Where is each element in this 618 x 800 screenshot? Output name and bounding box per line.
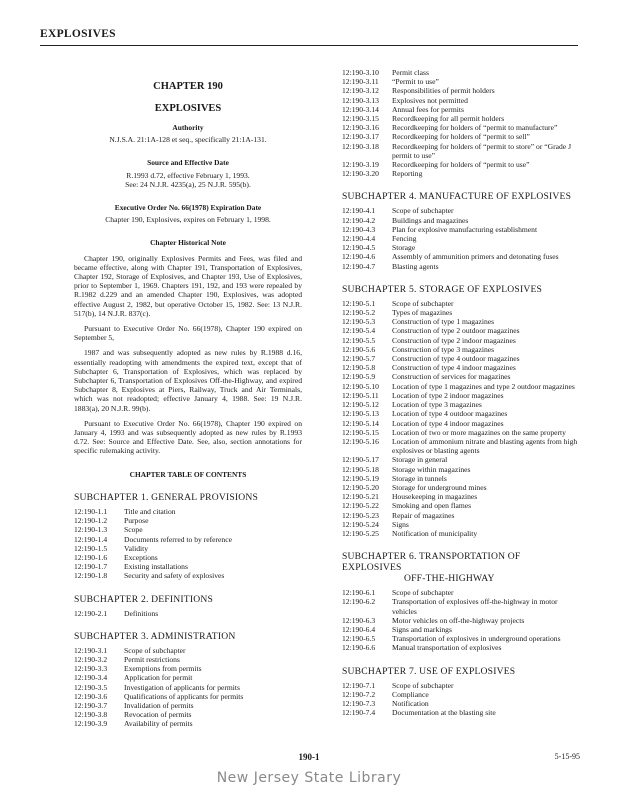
toc-row xyxy=(342,86,582,95)
toc-row xyxy=(74,516,302,525)
section-title: Scope xyxy=(124,525,143,535)
section-number: 12:190-5.7 xyxy=(342,354,376,364)
section-number: 12:190-3.19 xyxy=(342,160,379,170)
section-title: Documentation at the blasting site xyxy=(392,708,496,718)
section-title: Repair of magazines xyxy=(392,510,455,520)
section-title: Exemptions from permits xyxy=(124,664,202,674)
subchapter-title: SUBCHAPTER 4. MANUFACTURE OF EXPLOSIVES xyxy=(342,191,572,203)
toc-row xyxy=(342,616,582,625)
section-title: Scope of subchapter xyxy=(124,645,186,655)
toc-row xyxy=(342,419,582,428)
section-title: Transportation of explosives in underground operations xyxy=(392,634,561,644)
section-title: Storage xyxy=(392,243,416,253)
section-number: 12:190-5.11 xyxy=(342,390,379,400)
section-title: Recordkeeping for all permit holders xyxy=(392,114,505,124)
authority-text: N.J.S.A. 21:1A-128 et seq., specifically 21:1A-131. xyxy=(109,135,267,145)
toc-row xyxy=(342,409,582,418)
section-number: 12:190-5.14 xyxy=(342,418,379,428)
toc-row xyxy=(74,655,302,664)
toc-row xyxy=(74,609,302,618)
toc-row xyxy=(342,391,582,400)
toc-list xyxy=(74,507,302,581)
subchapter-title: SUBCHAPTER 5. STORAGE OF EXPLOSIVES xyxy=(342,283,543,295)
toc-list xyxy=(74,609,302,618)
chapter-number: CHAPTER 190 xyxy=(153,81,223,92)
history-paragraph-2: Pursuant to Executive Order No. 66(1978), Chapter 190 expired on September 5, xyxy=(74,324,302,343)
section-number: 12:190-5.2 xyxy=(342,308,376,318)
page-number: 190-1 xyxy=(298,752,320,762)
section-number: 12:190-6.2 xyxy=(342,597,376,607)
toc-row xyxy=(342,132,582,141)
source-line-1: R.1993 d.72, effective February 1, 1993. xyxy=(126,170,250,180)
toc-row xyxy=(342,345,582,354)
toc-row xyxy=(74,683,302,692)
section-title: Location of type 1 magazines and type 2 outdoor magazines xyxy=(392,381,575,391)
history-paragraph-1: Chapter 190, originally Explosives Permits and Fees, was filed and became effective, along with Chapter 191, Transportation of Explosives, Chapter 192, Storage of Explosives, and Chapter 193, Use of Explosives, prior to September 1, 1969. Chapters 191, 192, and 193 were repealed by R.1982 d.229 and an amended Chapter 190, Explosives, was adopted effective August 2, 1982, but operative October 15, 1982. See: 13 N.J.R. 517(b), 14 N.J.R. 837(c). xyxy=(74,253,302,318)
toc-list xyxy=(342,68,582,178)
toc-row xyxy=(342,643,582,652)
toc-row xyxy=(342,225,582,234)
subchapter-title: SUBCHAPTER 3. ADMINISTRATION xyxy=(74,630,236,642)
subchapter-heading xyxy=(342,666,582,677)
source-heading: Source and Effective Date xyxy=(147,158,229,168)
section-number: 12:190-1.2 xyxy=(74,516,108,526)
section-title: Annual fees for permits xyxy=(392,104,464,114)
section-number: 12:190-7.1 xyxy=(342,680,376,690)
section-title: Assembly of ammunition primers and detonating fuses xyxy=(392,252,559,262)
section-title: Explosives not permitted xyxy=(392,95,468,105)
section-number: 12:190-3.13 xyxy=(342,95,379,105)
section-title: Recordkeeping for holders of “permit to manufacture” xyxy=(392,123,558,133)
toc-row xyxy=(342,625,582,634)
section-number: 12:190-3.10 xyxy=(342,68,379,77)
section-title: Scope of subchapter xyxy=(392,206,454,216)
subchapter-title: SUBCHAPTER 2. DEFINITIONS xyxy=(74,593,214,605)
section-title: “Permit to use” xyxy=(392,77,439,87)
toc-row xyxy=(342,437,582,455)
section-title: Signs and markings xyxy=(392,624,452,634)
toc-row xyxy=(342,96,582,105)
toc-row xyxy=(342,474,582,483)
toc-row xyxy=(74,701,302,710)
section-number: 12:190-3.8 xyxy=(74,710,108,720)
section-title: Storage for underground mines xyxy=(392,482,487,492)
section-number: 12:190-3.17 xyxy=(342,132,379,142)
section-title: Smoking and open flames xyxy=(392,501,472,511)
toc-heading: CHAPTER TABLE OF CONTENTS xyxy=(129,469,247,479)
section-title: Validity xyxy=(124,543,149,553)
section-title: Investigation of applicants for permits xyxy=(124,682,240,692)
toc-row xyxy=(342,262,582,271)
toc-row xyxy=(342,160,582,169)
section-number: 12:190-2.1 xyxy=(74,608,108,618)
section-number: 12:190-1.6 xyxy=(74,552,108,562)
section-number: 12:190-5.3 xyxy=(342,317,376,327)
history-paragraph-4: Pursuant to Executive Order No. 66(1978), Chapter 190 expired on January 4, 1993 and was subsequently adopted as new rules by R.1993 d.72. See: Source and Effective Date. See, also, section annotations for specific rulemaking activity. xyxy=(74,418,302,456)
section-number: 12:190-5.5 xyxy=(342,335,376,345)
toc-row xyxy=(342,483,582,492)
section-number: 12:190-5.13 xyxy=(342,409,379,419)
subchapter-title: SUBCHAPTER 6. TRANSPORTATION OF EXPLOSIVES xyxy=(342,551,521,574)
section-title: Location of two or more magazines on the same property xyxy=(392,427,566,437)
section-number: 12:190-4.1 xyxy=(342,206,376,216)
section-title: Types of magazines xyxy=(392,308,453,318)
toc-row xyxy=(342,529,582,538)
section-number: 12:190-3.12 xyxy=(342,86,379,96)
section-number: 12:190-6.3 xyxy=(342,615,376,625)
toc-row xyxy=(342,123,582,132)
section-title: Construction of type 3 magazines xyxy=(392,344,495,354)
section-title: Title and citation xyxy=(124,506,176,516)
section-title: Construction of type 2 outdoor magazines xyxy=(392,326,520,336)
subchapter-heading xyxy=(74,594,302,605)
toc-row xyxy=(74,562,302,571)
toc-list xyxy=(342,206,582,270)
revision-date: 5-15-95 xyxy=(554,752,580,761)
toc-row xyxy=(342,68,582,77)
toc-row xyxy=(342,216,582,225)
section-number: 12:190-3.3 xyxy=(74,664,108,674)
section-title: Location of type 4 outdoor magazines xyxy=(392,409,508,419)
section-number: 12:190-5.10 xyxy=(342,381,379,391)
section-number: 12:190-5.23 xyxy=(342,510,379,520)
subchapter-heading xyxy=(74,492,302,503)
section-number: 12:190-4.3 xyxy=(342,224,376,234)
section-number: 12:190-3.7 xyxy=(74,700,108,710)
section-title: Qualifications of applicants for permits xyxy=(124,691,244,701)
toc-row xyxy=(74,553,302,562)
toc-row xyxy=(342,142,582,160)
toc-row xyxy=(342,317,582,326)
section-number: 12:190-3.4 xyxy=(74,673,108,683)
section-title: Location of type 4 indoor magazines xyxy=(392,418,504,428)
section-title: Construction of type 1 magazines xyxy=(392,317,495,327)
section-title: Scope of subchapter xyxy=(392,298,454,308)
toc-row xyxy=(342,492,582,501)
section-title: Responsibilities of permit holders xyxy=(392,86,495,96)
toc-row xyxy=(342,234,582,243)
running-head: EXPLOSIVES xyxy=(40,28,116,40)
section-number: 12:190-4.6 xyxy=(342,252,376,262)
toc-list xyxy=(342,681,582,718)
toc-row xyxy=(74,571,302,580)
toc-row xyxy=(342,465,582,474)
toc-row xyxy=(74,710,302,719)
section-number: 12:190-5.8 xyxy=(342,363,376,373)
section-number: 12:190-3.14 xyxy=(342,104,379,114)
toc-row xyxy=(342,511,582,520)
subchapter-title-continued: OFF-THE-HIGHWAY xyxy=(404,573,495,585)
section-title: Motor vehicles on off-the-highway projects xyxy=(392,615,525,625)
subchapter-heading xyxy=(342,551,582,584)
library-watermark: New Jersey State Library xyxy=(216,770,402,786)
history-paragraph-3: 1987 and was subsequently adopted as new rules by R.1988 d.16, essentially readopting with amendments the expired text, except that of Subchapter 6, Transportation of Explosives, which was replaced by Subchapter 6, Transportation of Explosives Off-the-Highway, and expired Subchapter 8, Explosives at Piers, Railway, Truck and Air Terminals, which was not readopted; effective January 4, 1988. See: 19 N.J.R. 1883(a), 20 N.J.R. 99(b). xyxy=(74,348,302,413)
section-number: 12:190-6.5 xyxy=(342,634,376,644)
section-title: Transportation of explosives off-the-highway in motor vehicles xyxy=(392,597,558,616)
toc-list xyxy=(342,588,582,652)
toc-row xyxy=(342,681,582,690)
section-number: 12:190-4.4 xyxy=(342,234,376,244)
toc-row xyxy=(342,428,582,437)
section-number: 12:190-3.15 xyxy=(342,114,379,124)
section-number: 12:190-4.7 xyxy=(342,261,376,271)
section-number: 12:190-5.18 xyxy=(342,464,379,474)
section-number: 12:190-4.2 xyxy=(342,215,376,225)
chapter-title: EXPLOSIVES xyxy=(154,103,222,114)
authority-heading: Authority xyxy=(172,123,204,132)
section-number: 12:190-1.7 xyxy=(74,562,108,572)
section-number: 12:190-4.5 xyxy=(342,243,376,253)
section-number: 12:190-5.6 xyxy=(342,344,376,354)
section-number: 12:190-5.20 xyxy=(342,482,379,492)
section-title: Recordkeeping for holders of “permit to store” or “Grade J permit to use” xyxy=(392,141,572,160)
section-title: Signs xyxy=(392,519,409,529)
subchapter-heading xyxy=(342,191,582,202)
toc-row xyxy=(342,363,582,372)
toc-row xyxy=(342,336,582,345)
toc-row xyxy=(342,308,582,317)
section-number: 12:190-5.19 xyxy=(342,473,379,483)
section-number: 12:190-5.15 xyxy=(342,427,379,437)
toc-row xyxy=(342,169,582,178)
toc-row xyxy=(342,690,582,699)
section-number: 12:190-7.2 xyxy=(342,689,376,699)
section-number: 12:190-7.3 xyxy=(342,698,376,708)
header-rule xyxy=(40,45,578,46)
section-number: 12:190-3.9 xyxy=(74,719,108,729)
section-title: Definitions xyxy=(124,608,159,618)
section-title: Availability of permits xyxy=(124,719,193,729)
toc-row xyxy=(342,372,582,381)
section-title: Permit class xyxy=(392,68,429,77)
section-number: 12:190-3.20 xyxy=(342,169,379,179)
toc-row xyxy=(342,400,582,409)
section-number: 12:190-5.25 xyxy=(342,528,379,538)
section-number: 12:190-5.17 xyxy=(342,455,379,465)
section-title: Recordkeeping for holders of “permit to sell” xyxy=(392,132,530,142)
section-title: Manual transportation of explosives xyxy=(392,643,502,653)
section-title: Purpose xyxy=(124,516,149,526)
source-line-2: See: 24 N.J.R. 4235(a), 25 N.J.R. 595(b). xyxy=(125,179,251,189)
section-number: 12:190-3.6 xyxy=(74,691,108,701)
section-number: 12:190-5.1 xyxy=(342,298,376,308)
section-title: Permit restrictions xyxy=(124,654,180,664)
toc-list xyxy=(342,299,582,538)
section-number: 12:190-1.5 xyxy=(74,543,108,553)
section-number: 12:190-1.4 xyxy=(74,534,108,544)
subchapter-title: SUBCHAPTER 7. USE OF EXPLOSIVES xyxy=(342,665,516,677)
section-number: 12:190-5.24 xyxy=(342,519,379,529)
section-title: Storage in general xyxy=(392,455,448,465)
toc-left xyxy=(74,492,302,729)
section-number: 12:190-1.1 xyxy=(74,506,108,516)
section-title: Reporting xyxy=(392,169,423,179)
section-title: Storage in tunnels xyxy=(392,473,447,483)
section-number: 12:190-3.2 xyxy=(74,654,108,664)
section-number: 12:190-5.22 xyxy=(342,501,379,511)
expiration-heading: Executive Order No. 66(1978) Expiration Date xyxy=(114,203,262,213)
section-number: 12:190-1.8 xyxy=(74,571,108,581)
section-title: Exceptions xyxy=(124,552,158,562)
section-title: Location of ammonium nitrate and blasting agents from high explosives or blasting agents xyxy=(392,436,578,456)
left-column xyxy=(74,68,302,729)
toc-row xyxy=(342,354,582,363)
toc-row xyxy=(342,597,582,615)
toc-row xyxy=(74,719,302,728)
toc-row xyxy=(342,520,582,529)
toc-row xyxy=(342,634,582,643)
toc-row xyxy=(342,299,582,308)
right-column xyxy=(342,68,582,717)
section-title: Storage within magazines xyxy=(392,464,471,474)
toc-row xyxy=(342,382,582,391)
section-title: Revocation of permits xyxy=(124,710,192,720)
toc-row xyxy=(342,501,582,510)
section-title: Invalidation of permits xyxy=(124,700,194,710)
section-title: Construction of type 4 outdoor magazines xyxy=(392,354,520,364)
section-title: Recordkeeping for holders of “permit to use” xyxy=(392,160,530,170)
section-title: Construction of type 2 indoor magazines xyxy=(392,335,516,345)
toc-row xyxy=(342,588,582,597)
toc-row xyxy=(74,535,302,544)
section-title: Existing installations xyxy=(124,562,188,572)
toc-row xyxy=(342,455,582,464)
section-title: Plan for explosive manufacturing establishment xyxy=(392,224,538,234)
toc-row xyxy=(74,525,302,534)
section-number: 12:190-5.4 xyxy=(342,326,376,336)
subchapter-heading xyxy=(342,284,582,295)
toc-row xyxy=(342,206,582,215)
subchapter-title: SUBCHAPTER 1. GENERAL PROVISIONS xyxy=(74,491,259,503)
toc-row xyxy=(74,646,302,655)
section-number: 12:190-5.9 xyxy=(342,372,376,382)
section-title: Construction of type 4 indoor magazines xyxy=(392,363,516,373)
section-title: Notification of municipality xyxy=(392,528,478,538)
toc-row xyxy=(74,507,302,516)
section-title: Housekeeping in magazines xyxy=(392,492,478,502)
expiration-text: Chapter 190, Explosives, expires on February 1, 1998. xyxy=(105,215,271,225)
toc-row xyxy=(342,105,582,114)
section-number: 12:190-5.12 xyxy=(342,400,379,410)
section-number: 12:190-5.16 xyxy=(342,436,379,446)
toc-row xyxy=(74,544,302,553)
section-number: 12:190-3.1 xyxy=(74,645,108,655)
section-number: 12:190-7.4 xyxy=(342,708,376,718)
toc-row xyxy=(74,692,302,701)
section-title: Compliance xyxy=(392,689,429,699)
section-title: Construction of services for magazines xyxy=(392,372,511,382)
section-number: 12:190-5.21 xyxy=(342,492,379,502)
section-number: 12:190-6.4 xyxy=(342,624,376,634)
toc-row xyxy=(342,114,582,123)
section-title: Location of type 3 magazines xyxy=(392,400,482,410)
toc-row xyxy=(342,708,582,717)
section-title: Documents referred to by reference xyxy=(124,534,232,544)
toc-row xyxy=(342,243,582,252)
subchapter-heading xyxy=(74,631,302,642)
section-title: Fencing xyxy=(392,234,417,244)
toc-list xyxy=(74,646,302,729)
section-title: Blasting agents xyxy=(392,261,439,271)
toc-row xyxy=(74,664,302,673)
section-number: 12:190-6.6 xyxy=(342,643,376,653)
toc-row xyxy=(342,326,582,335)
section-number: 12:190-3.11 xyxy=(342,77,379,87)
section-number: 12:190-3.16 xyxy=(342,123,379,133)
section-title: Notification xyxy=(392,698,429,708)
section-title: Location of type 2 indoor magazines xyxy=(392,390,504,400)
section-number: 12:190-3.5 xyxy=(74,682,108,692)
toc-row xyxy=(74,673,302,682)
section-number: 12:190-1.3 xyxy=(74,525,108,535)
section-title: Scope of subchapter xyxy=(392,588,454,598)
section-number: 12:190-3.18 xyxy=(342,141,379,151)
section-title: Security and safety of explosives xyxy=(124,571,225,581)
section-number: 12:190-6.1 xyxy=(342,588,376,598)
history-heading: Chapter Historical Note xyxy=(150,238,226,248)
section-title: Application for permit xyxy=(124,673,193,683)
toc-row xyxy=(342,699,582,708)
toc-row xyxy=(342,252,582,261)
section-title: Buildings and magazines xyxy=(392,215,469,225)
section-title: Scope of subchapter xyxy=(392,680,454,690)
toc-row xyxy=(342,77,582,86)
